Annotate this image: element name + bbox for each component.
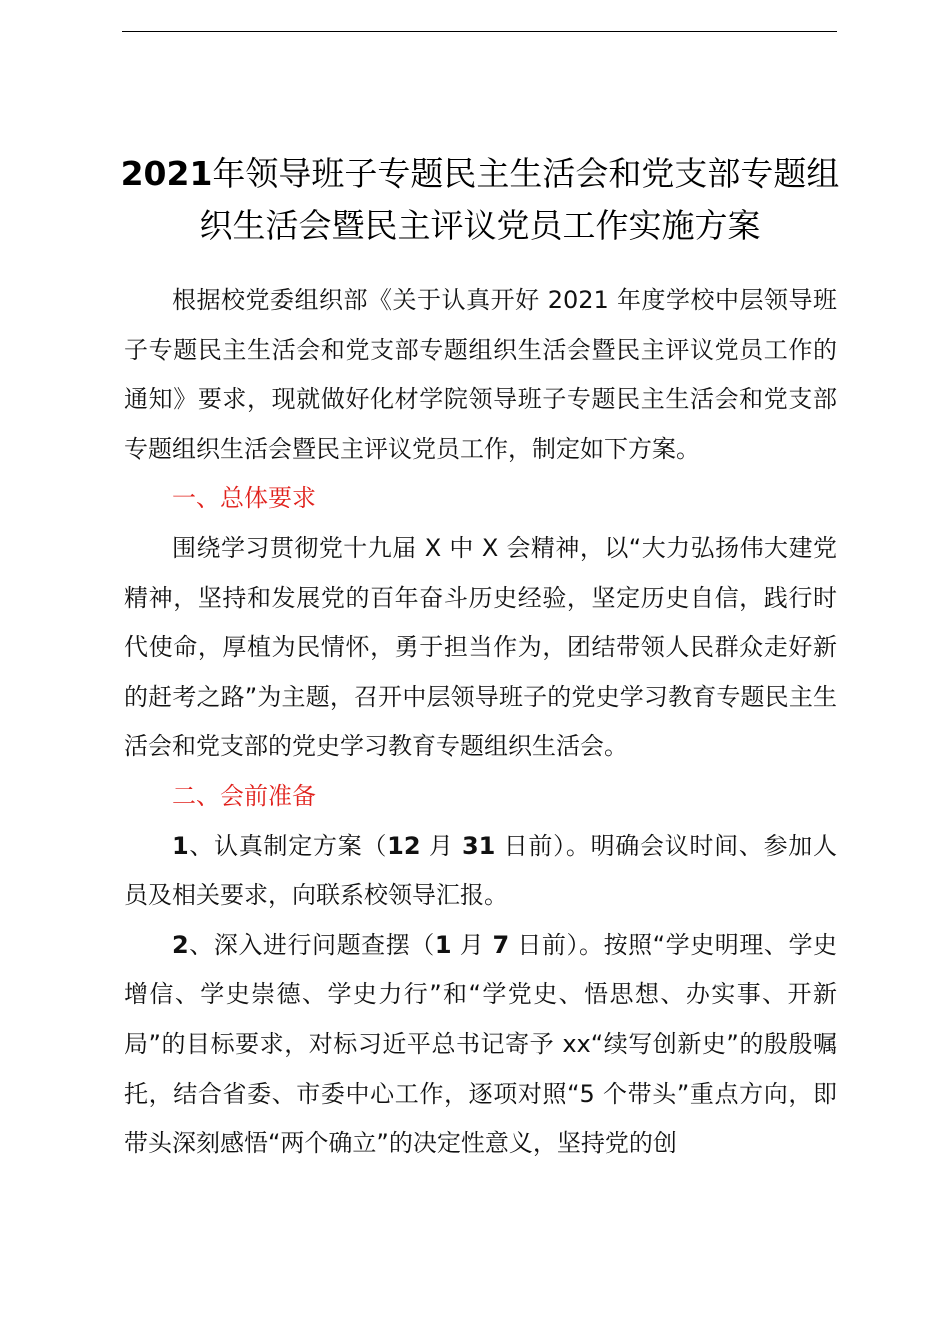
item-1-text: 。明确会议时间、参加人员及相关要求，向联系校领导汇报。 <box>124 831 838 910</box>
item-1-label: 、认真制定方案（ <box>188 831 388 860</box>
item-2-label: 、深入进行问题查摆（ <box>188 930 435 959</box>
item-2-date-day: 7 <box>492 930 510 959</box>
item-1-number: 1 <box>172 831 189 860</box>
title-year: 2021 <box>120 154 213 193</box>
item-2-date-end: 日前） <box>509 930 580 959</box>
header-rule <box>122 31 837 32</box>
item-2-date-mid: 月 <box>451 930 493 959</box>
section-heading-2: 二、会前准备 <box>172 781 316 810</box>
intro-paragraph: 根据校党委组织部《关于认真开好 2021 年度学校中层领导班子专题民主生活会和党支部专题组织生活会暨民主评议党员工作的通知》要求，现就做好化材学院领导班子专题民主生活会和党支部专题组织生活会暨民主评议党员工作，制定如下方案。 <box>124 286 837 463</box>
section-heading-1: 一、总体要求 <box>172 484 316 513</box>
title-text: 年领导班子专题民主生活会和党支部专题组织生活会暨民主评议党员工作实施方案 <box>199 154 840 245</box>
document-body <box>124 276 837 1169</box>
item-2-date-month: 1 <box>434 930 452 959</box>
item-2-number: 2 <box>172 930 189 959</box>
item-1-date-day: 31 <box>461 831 496 860</box>
item-1-date-mid: 月 <box>420 831 462 860</box>
item-2-text: 。按照“学史明理、学史增信、学史崇德、学史力行”和“学党史、悟思想、办实事、开新局”的目标要求，对标习近平总书记寄予 xx“续写创新史”的殷殷嘱托，结合省委、市委中心工作，逐项对照“5 个带头”重点方向，即带头深刻感悟“两个确立”的决定性意义，坚持党的创 <box>124 930 838 1158</box>
document-title <box>110 148 850 252</box>
item-1-date-month: 12 <box>387 831 421 860</box>
item-1-date-end: 日前） <box>495 831 566 860</box>
section-2-item-2 <box>124 921 837 1169</box>
section-1-paragraph: 围绕学习贯彻党十九届 X 中 X 会精神，以“大力弘扬伟大建党精神，坚持和发展党的百年奋斗历史经验，坚定历史自信，践行时代使命，厚植为民情怀，勇于担当作为，团结带领人民群众走好新的赶考之路”为主题，召开中层领导班子的党史学习教育专题民主生活会和党支部的党史学习教育专题组织生活会。 <box>124 533 837 761</box>
section-2-item-1 <box>124 822 837 921</box>
